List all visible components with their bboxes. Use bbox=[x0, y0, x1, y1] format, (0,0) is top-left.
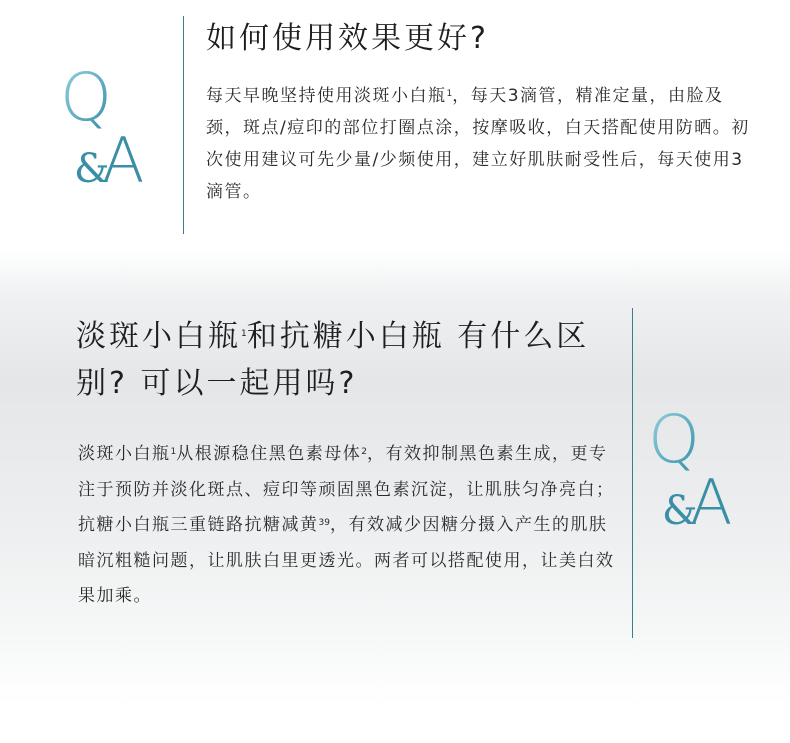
footnote-marker: 2 bbox=[361, 447, 367, 457]
qa-logo bbox=[58, 62, 168, 186]
ampersand-symbol: & bbox=[74, 146, 110, 186]
bottom-band bbox=[0, 706, 790, 743]
qa1-title: 如何使用效果更好? bbox=[206, 21, 489, 56]
qa1-paragraph bbox=[206, 80, 751, 208]
footnote-marker: 1 bbox=[446, 89, 453, 99]
qa2-title bbox=[76, 313, 636, 407]
qa2-text-part: 从根源稳住黑色素母体 bbox=[176, 444, 362, 464]
footnote-marker: 39 bbox=[318, 518, 330, 528]
footnote-marker: 1 bbox=[241, 329, 247, 339]
qa2-title-part: 淡斑小白瓶 bbox=[76, 319, 241, 354]
qa2-title-part: 和抗糖小白瓶 有什么区别? 可以一起用吗? bbox=[76, 319, 590, 401]
a-letter: A bbox=[102, 124, 145, 186]
divider-line bbox=[183, 16, 184, 234]
qa-logo bbox=[646, 404, 756, 528]
footnote-marker: 1 bbox=[170, 447, 177, 457]
ampersand-symbol: & bbox=[662, 488, 698, 528]
qa2-text-part: ，有效抑制黑色素生成，更专注于预防并淡化斑点、痘印等顽固黑色素沉淀，让肌肤匀净亮白；抗糖小白瓶三重链路抗糖减黄 bbox=[78, 444, 615, 535]
q-letter: Q bbox=[60, 62, 112, 136]
divider-line bbox=[632, 308, 633, 638]
qa-logo-graphic bbox=[646, 404, 756, 528]
qa2-text-part: 淡斑小白瓶 bbox=[78, 444, 171, 464]
qa1-text-part: ，每天3滴管，精准定量，由脸及颈，斑点/痘印的部位打圈点涂，按摩吸收，白天搭配使用防晒。初次使用建议可先少量/少频使用，建立好肌肤耐受性后，每天使用3滴管。 bbox=[206, 86, 750, 202]
q-letter: Q bbox=[648, 404, 700, 478]
qa2-text-part: ，有效减少因糖分摄入产生的肌肤暗沉粗糙问题，让肌肤白里更透光。两者可以搭配使用，让美白效果加乘。 bbox=[78, 515, 615, 606]
qa-logo-graphic bbox=[58, 62, 168, 186]
a-letter: A bbox=[690, 466, 733, 528]
qa2-paragraph bbox=[78, 437, 623, 615]
qa1-text-part: 每天早晚坚持使用淡斑小白瓶 bbox=[206, 86, 447, 106]
